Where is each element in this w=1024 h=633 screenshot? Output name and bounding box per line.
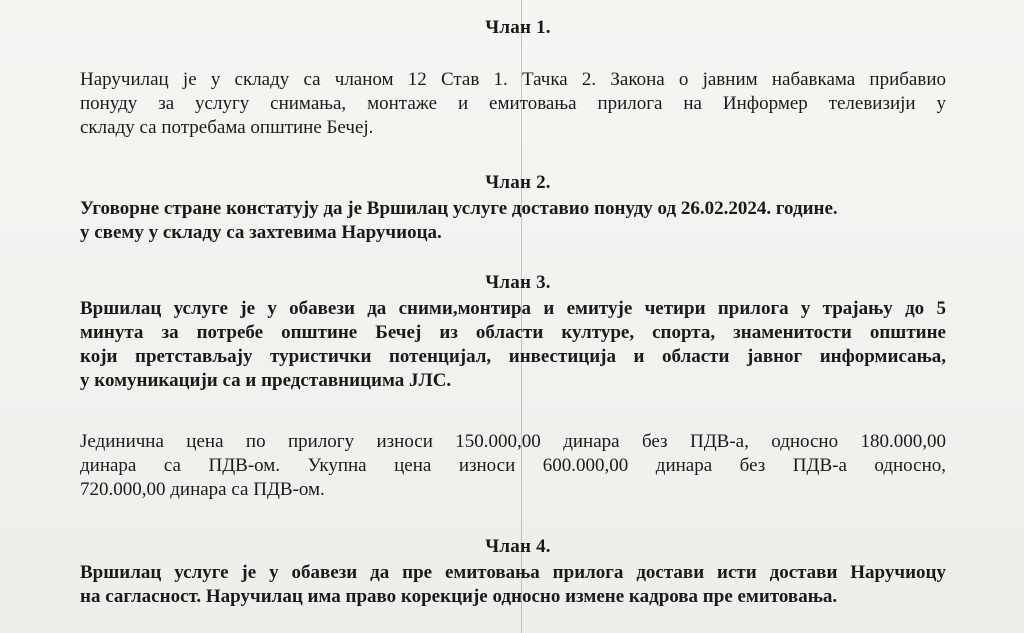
article-4-heading: Члан 4. [485, 536, 551, 557]
article-1-paragraph [80, 68, 946, 140]
article-1-heading: Члан 1. [485, 17, 551, 38]
paragraph-line: Уговорне стране констатују да је Вршилац услуге доставио понуду од 26.02.2024. године. [80, 198, 838, 219]
paragraph-line: који претстављају туристички потенцијал, инвестиција и области јавног информисања, [80, 346, 946, 367]
paragraph-line: Наручилац је у складу са чланом 12 Став 1. Тачка 2. Закона о јавним набавкама прибавио [80, 69, 946, 90]
paragraph-line: Јединична цена по прилогу износи 150.000,00 динара без ПДВ-а, односно 180.000,00 [80, 431, 946, 452]
paragraph-line: минута за потребе општине Бечеј из области културе, спорта, знаменитости општине [80, 322, 946, 343]
paragraph-line: Вршилац услуге је у обавези да пре емитовања прилога достави исти достави Наручиоцу [80, 562, 946, 583]
paragraph-line: складу са потребама општине Бечеј. [80, 117, 374, 138]
paragraph-line: понуду за услугу снимања, монтаже и емитовања прилога на Информер телевизији у [80, 93, 946, 114]
article-4-paragraph [80, 561, 946, 609]
paragraph-line: 720.000,00 динара са ПДВ-ом. [80, 479, 325, 500]
paragraph-line: динара са ПДВ-ом. Укупна цена износи 600.000,00 динара без ПДВ-а односно, [80, 455, 946, 476]
paragraph-line: у свему у складу са захтевима Наручиоца. [80, 222, 442, 243]
paragraph-line: у комуникацији са и представницима ЈЛС. [80, 370, 452, 391]
article-2-paragraph [80, 197, 946, 245]
article-3-heading: Члан 3. [485, 272, 551, 293]
article-3-paragraph [80, 297, 946, 393]
article-2-heading: Члан 2. [485, 172, 551, 193]
article-3-price-paragraph [80, 430, 946, 502]
paragraph-line: на сагласност. Наручилац има право корекције односно измене кадрова пре емитовања. [80, 586, 838, 607]
paragraph-line: Вршилац услуге је у обавези да сними,монтира и емитује четири прилога у трајању до 5 [80, 298, 946, 319]
